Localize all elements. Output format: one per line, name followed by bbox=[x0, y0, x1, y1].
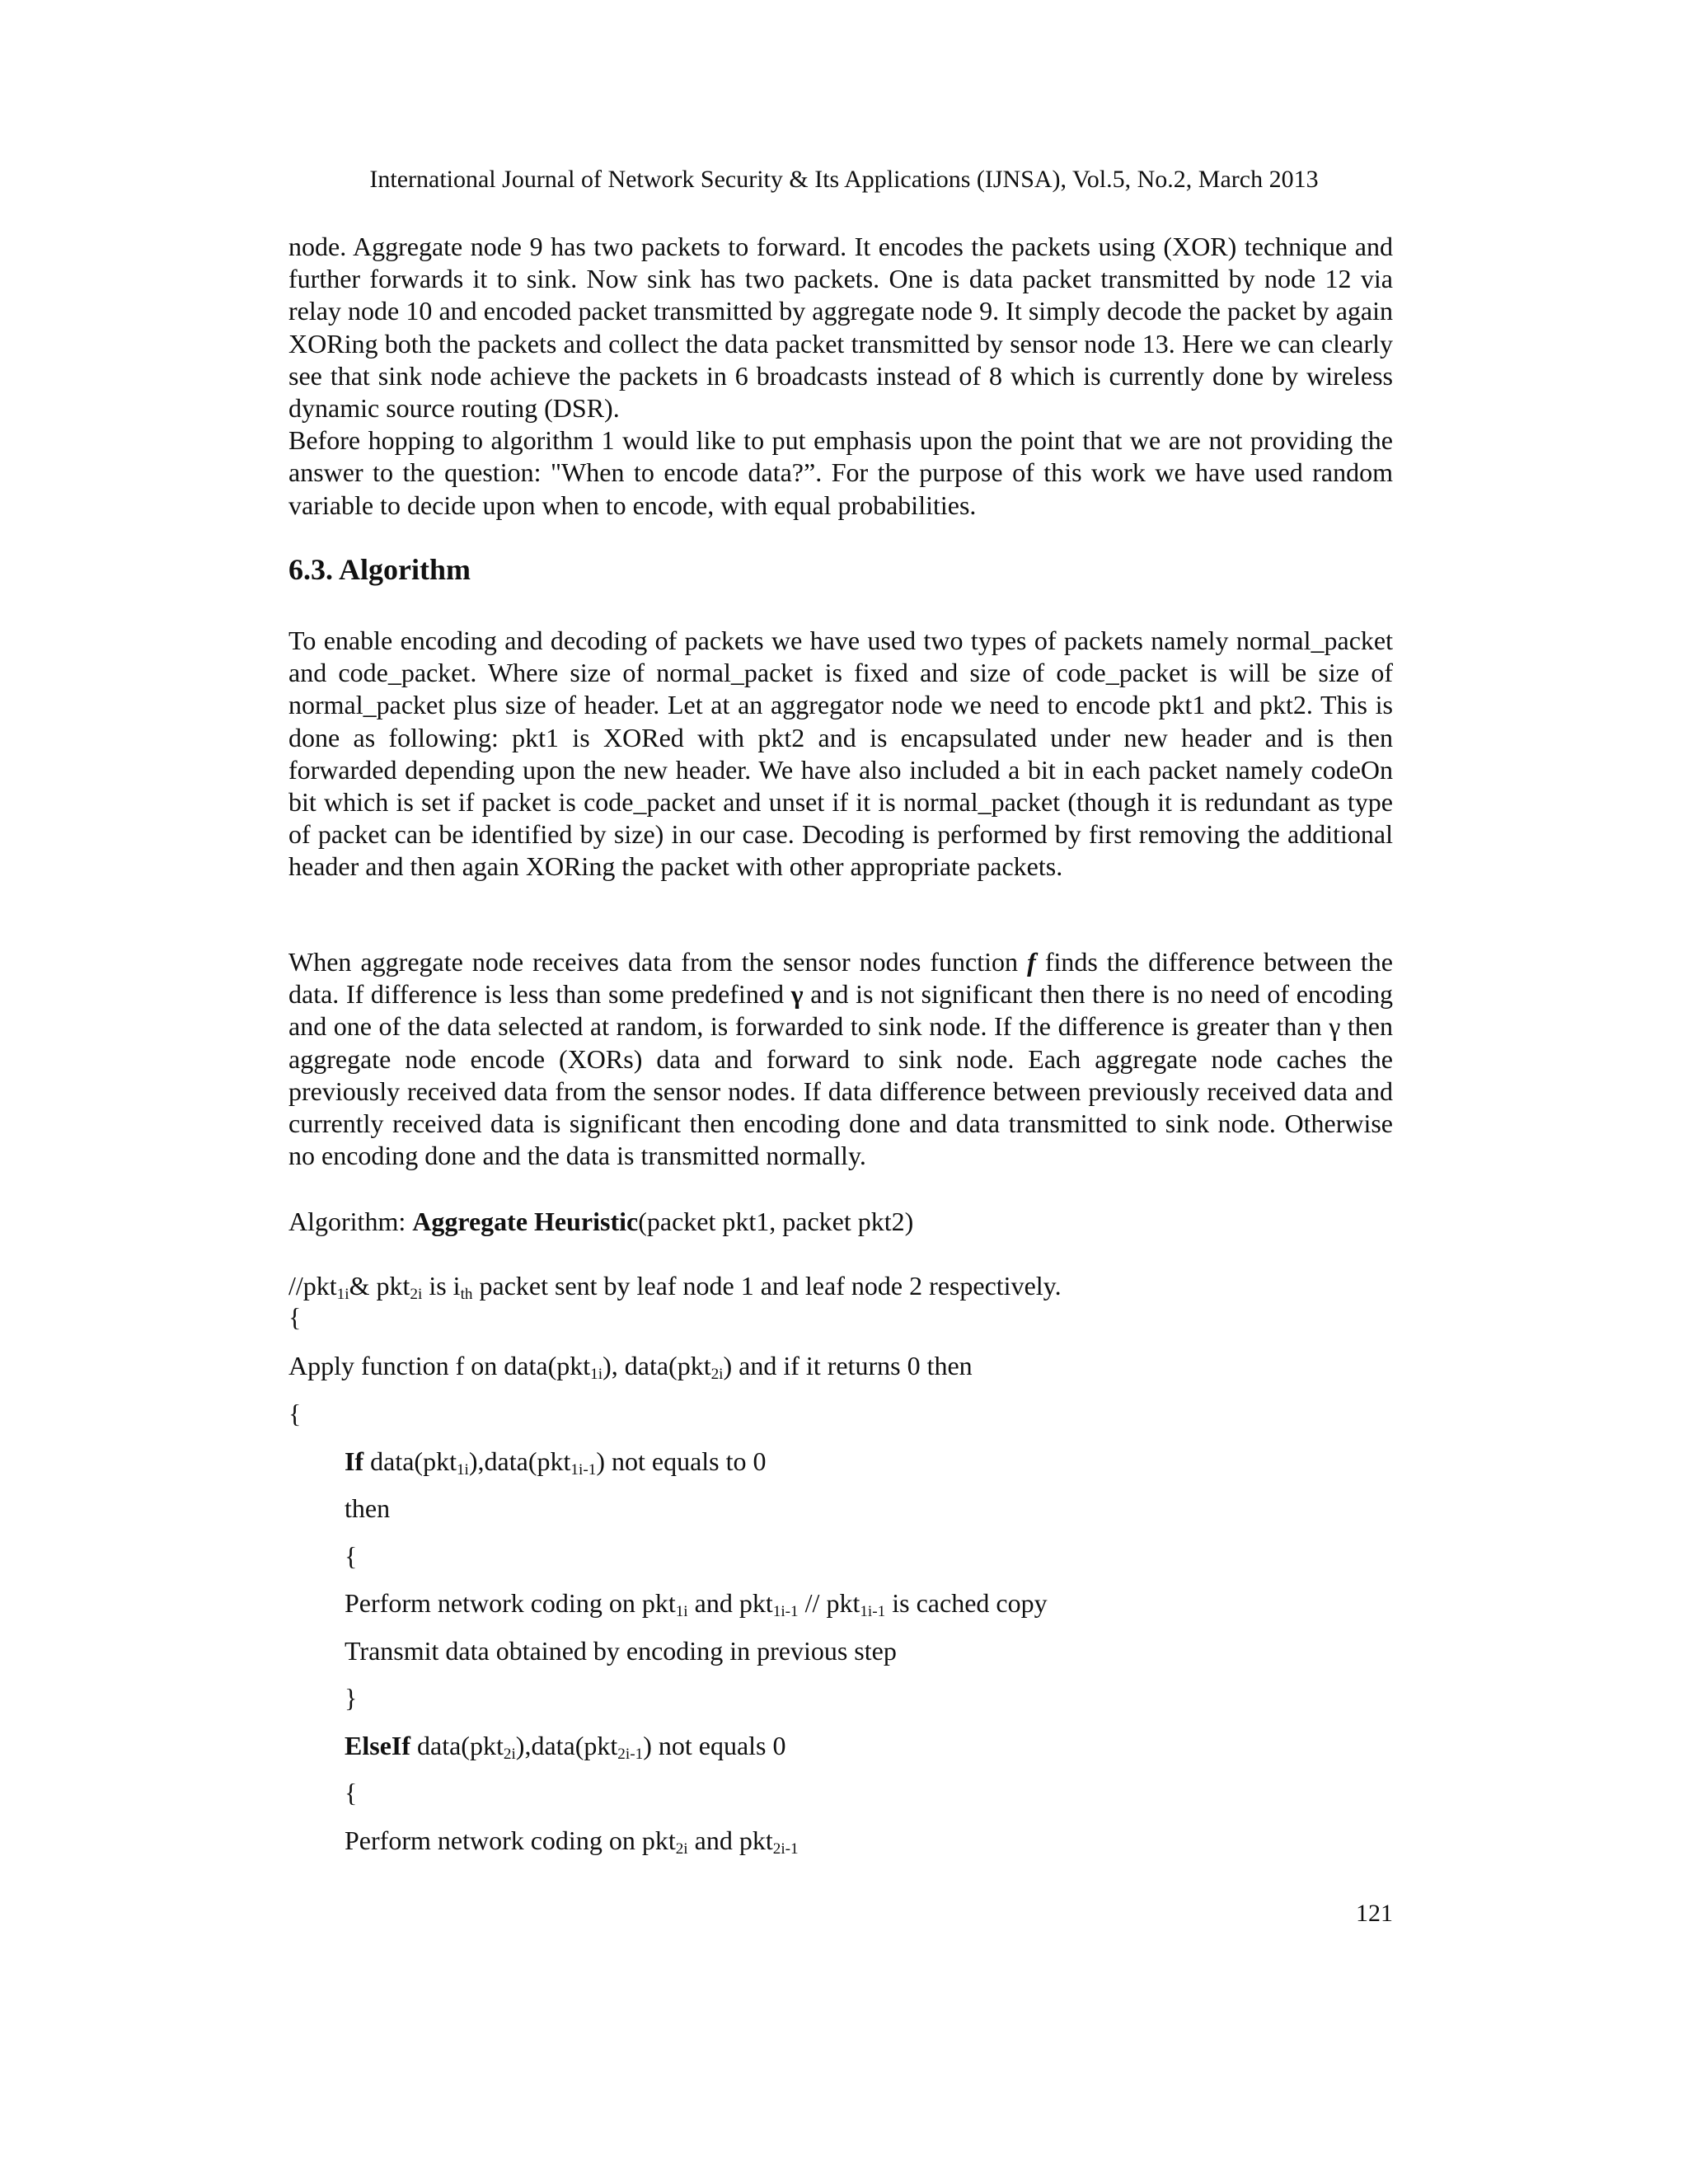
brace-open-4: { bbox=[345, 1778, 358, 1807]
paragraph-2: Before hopping to algorithm 1 would like to put emphasis upon the point that we are not providing the answer to the question: "When to encode data?”. For the purpose of this work we have used random variable to decide upon when to encode, with equal probabilities. bbox=[288, 425, 1393, 520]
section-heading: 6.3. Algorithm bbox=[288, 553, 471, 586]
perform-line-1: Perform network coding on pkt$_{1i}$ and pkt$_{1i-1}$ // pkt$_{1i-1}$ is cached copy bbox=[345, 1588, 1048, 1620]
transmit-line: Transmit data obtained by encoding in previous step bbox=[345, 1636, 897, 1666]
brace-open-1: { bbox=[288, 1302, 302, 1332]
brace-open-2: { bbox=[288, 1399, 302, 1428]
running-header: International Journal of Network Security & Its Applications (IJNSA), Vol.5, No.2, March 2013 bbox=[369, 166, 1319, 193]
if-line: If data(pkt$_{1i}$),data(pkt$_{1i-1}$) not equals to 0 bbox=[345, 1446, 767, 1479]
perform-line-2: Perform network coding on pkt$_{2i}$ and pkt$_{2i-1}$ bbox=[345, 1825, 799, 1858]
paragraph-4: When aggregate node receives data from the sensor nodes function f finds the difference between the data. If difference is less than some predefined γ and is not significant then there is no need of encoding and one of the data selected at random, is forwarded to sink node. If the difference is greater than γ then aggregate node encode (XORs) data and forward to sink node. Each aggregate node caches the previously received data from the sensor nodes. If data difference between previously received data and currently received data is significant then encoding done and data transmitted to sink node. Otherwise no encoding done and the data is transmitted normally. bbox=[288, 947, 1394, 1171]
brace-close-1: } bbox=[345, 1683, 358, 1713]
brace-open-3: { bbox=[345, 1541, 358, 1571]
paragraph-1: node. Aggregate node 9 has two packets to forward. It encodes the packets using (XOR) technique and further forwards it to sink. Now sink has two packets. One is data packet transmitted by node 12 via relay node 10 and encoded packet transmitted by aggregate node 9. It simply decode the packet by again XORing both the packets and collect the data packet transmitted by sensor node 13. Here we can clearly see that sink node achieve the packets in 6 broadcasts instead of 8 which is currently done by wireless dynamic source routing (DSR). bbox=[288, 232, 1393, 424]
page-number: 121 bbox=[1356, 1900, 1393, 1927]
paragraph-3: To enable encoding and decoding of packets we have used two types of packets namely normal_packet and code_packet. Where size of normal_packet is fixed and size of code_packet is will be size of normal_packet plus size of header. Let at an aggregator node we need to encode pkt1 and pkt2. This is done as following: pkt1 is XORed with pkt2 and is encapsulated under new header and is then forwarded depending upon the new header. We have also included a bit in each packet namely codeOn bit which is set if packet is code_packet and unset if it is normal_packet (though it is redundant as type of packet can be identified by size) in our case. Decoding is performed by first removing the additional header and then again XORing the packet with other appropriate packets. bbox=[288, 626, 1393, 882]
algorithm-title: Algorithm: Aggregate Heuristic(packet pkt1, packet pkt2) bbox=[288, 1207, 914, 1236]
then-line: then bbox=[345, 1493, 391, 1523]
elseif-line: ElseIf data(pkt$_{2i}$),data(pkt$_{2i-1}$) not equals 0 bbox=[345, 1731, 786, 1763]
algorithm-comment: //pkt$_{1i}$& pkt$_{2i}$ is $i_{th}$ packet sent by leaf node 1 and leaf node 2 respectively. bbox=[288, 1271, 1062, 1303]
apply-line: Apply function f on data(pkt$_{1i}$), data(pkt$_{2i}$) and if it returns 0 then bbox=[288, 1351, 973, 1383]
